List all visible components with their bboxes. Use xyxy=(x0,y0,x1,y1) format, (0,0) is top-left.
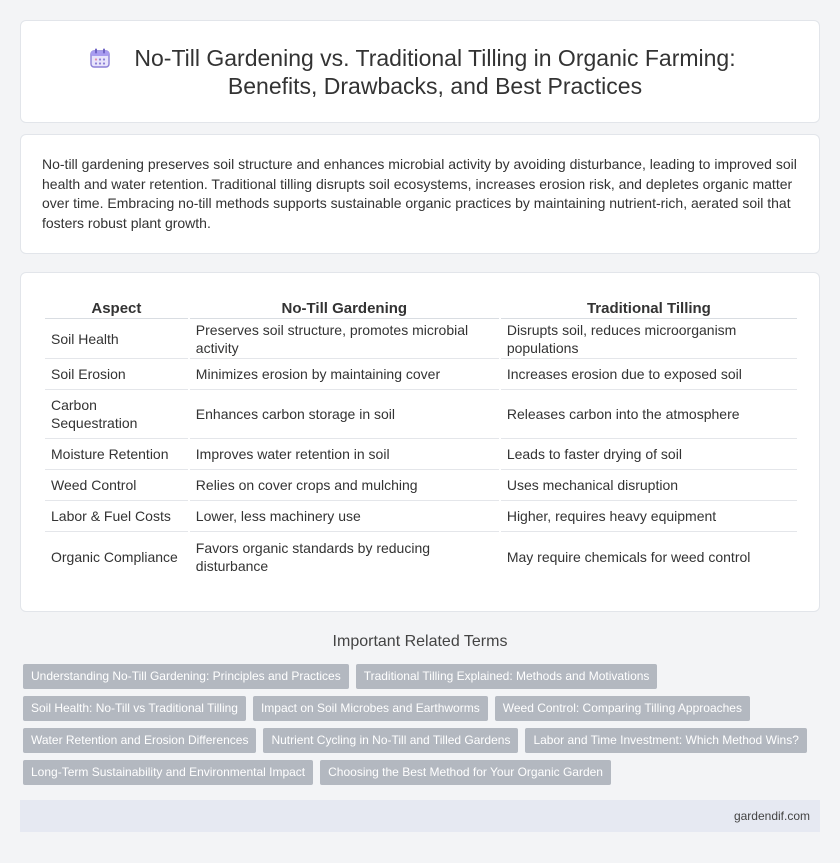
cell-traditional: Disrupts soil, reduces microorganism populations xyxy=(501,319,797,359)
related-tag[interactable]: Labor and Time Investment: Which Method Wins? xyxy=(525,728,806,753)
table-row xyxy=(45,532,797,581)
header-no-till: No-Till Gardening xyxy=(190,295,499,319)
cell-aspect: Soil Erosion xyxy=(45,359,188,390)
table-row xyxy=(45,390,797,439)
cell-no-till: Preserves soil structure, promotes microbial activity xyxy=(190,319,499,359)
table-header-row xyxy=(45,295,797,319)
cell-traditional: Uses mechanical disruption xyxy=(501,470,797,501)
cell-aspect: Weed Control xyxy=(45,470,188,501)
related-tag[interactable]: Water Retention and Erosion Differences xyxy=(23,728,256,753)
tag-row xyxy=(23,696,823,721)
related-tag[interactable]: Nutrient Cycling in No-Till and Tilled Gardens xyxy=(263,728,518,753)
cell-aspect: Moisture Retention xyxy=(45,439,188,470)
summary-card xyxy=(20,134,820,254)
table-row xyxy=(45,501,797,532)
cell-aspect: Labor & Fuel Costs xyxy=(45,501,188,532)
cell-no-till: Lower, less machinery use xyxy=(190,501,499,532)
title-card xyxy=(20,20,820,123)
related-tag[interactable]: Weed Control: Comparing Tilling Approaches xyxy=(495,696,750,721)
cell-traditional: Releases carbon into the atmosphere xyxy=(501,390,797,439)
cell-aspect: Soil Health xyxy=(45,319,188,359)
tag-row xyxy=(23,664,823,689)
cell-traditional: May require chemicals for weed control xyxy=(506,548,751,565)
cell-no-till: Relies on cover crops and mulching xyxy=(190,470,499,501)
related-tag[interactable]: Understanding No-Till Gardening: Principles and Practices xyxy=(23,664,349,689)
tag-row xyxy=(23,728,823,753)
related-terms-tags xyxy=(23,664,823,792)
table-row xyxy=(45,470,797,501)
summary-text: No-till gardening preserves soil structure and enhances microbial activity by avoiding disturbance, leading to improved soil health and water retention. Traditional tilling disrupts soil ecosystems, increases erosion risk, and depletes organic matter over time. Embracing no-till methods supports sustainable organic practices by maintaining nutrient-rich, aerated soil that fosters robust plant growth. xyxy=(42,156,797,231)
cell-no-till: Improves water retention in soil xyxy=(190,439,499,470)
cell-traditional: Higher, requires heavy equipment xyxy=(501,501,797,532)
header-aspect: Aspect xyxy=(45,295,188,319)
related-tag[interactable]: Soil Health: No-Till vs Traditional Tilling xyxy=(23,696,246,721)
cell-traditional: Leads to faster drying of soil xyxy=(501,439,797,470)
cell-no-till: Enhances carbon storage in soil xyxy=(190,390,499,439)
comparison-table xyxy=(43,295,799,581)
tag-row xyxy=(23,760,823,785)
header-traditional: Traditional Tilling xyxy=(501,295,797,319)
footer-site[interactable]: gardendif.com xyxy=(733,809,810,823)
related-tag[interactable]: Traditional Tilling Explained: Methods and Motivations xyxy=(356,664,658,689)
comparison-table-card xyxy=(20,272,820,612)
related-terms-title: Important Related Terms xyxy=(332,633,508,650)
table-row xyxy=(45,319,797,359)
table-row xyxy=(45,359,797,390)
cell-aspect: Organic Compliance xyxy=(51,548,178,565)
table-row xyxy=(45,439,797,470)
footer xyxy=(20,800,820,832)
cell-no-till: Favors organic standards by reducing disturbance xyxy=(195,539,431,574)
cell-traditional: Increases erosion due to exposed soil xyxy=(501,359,797,390)
cell-no-till: Minimizes erosion by maintaining cover xyxy=(190,359,499,390)
related-tag[interactable]: Long-Term Sustainability and Environmental Impact xyxy=(23,760,313,785)
related-tag[interactable]: Impact on Soil Microbes and Earthworms xyxy=(253,696,488,721)
related-tag[interactable]: Choosing the Best Method for Your Organic Garden xyxy=(320,760,611,785)
page-title: No-Till Gardening vs. Traditional Tilling in Organic Farming: Benefits, Drawbacks, and Best Practices xyxy=(134,45,736,99)
cell-aspect: Carbon Sequestration xyxy=(45,390,188,439)
